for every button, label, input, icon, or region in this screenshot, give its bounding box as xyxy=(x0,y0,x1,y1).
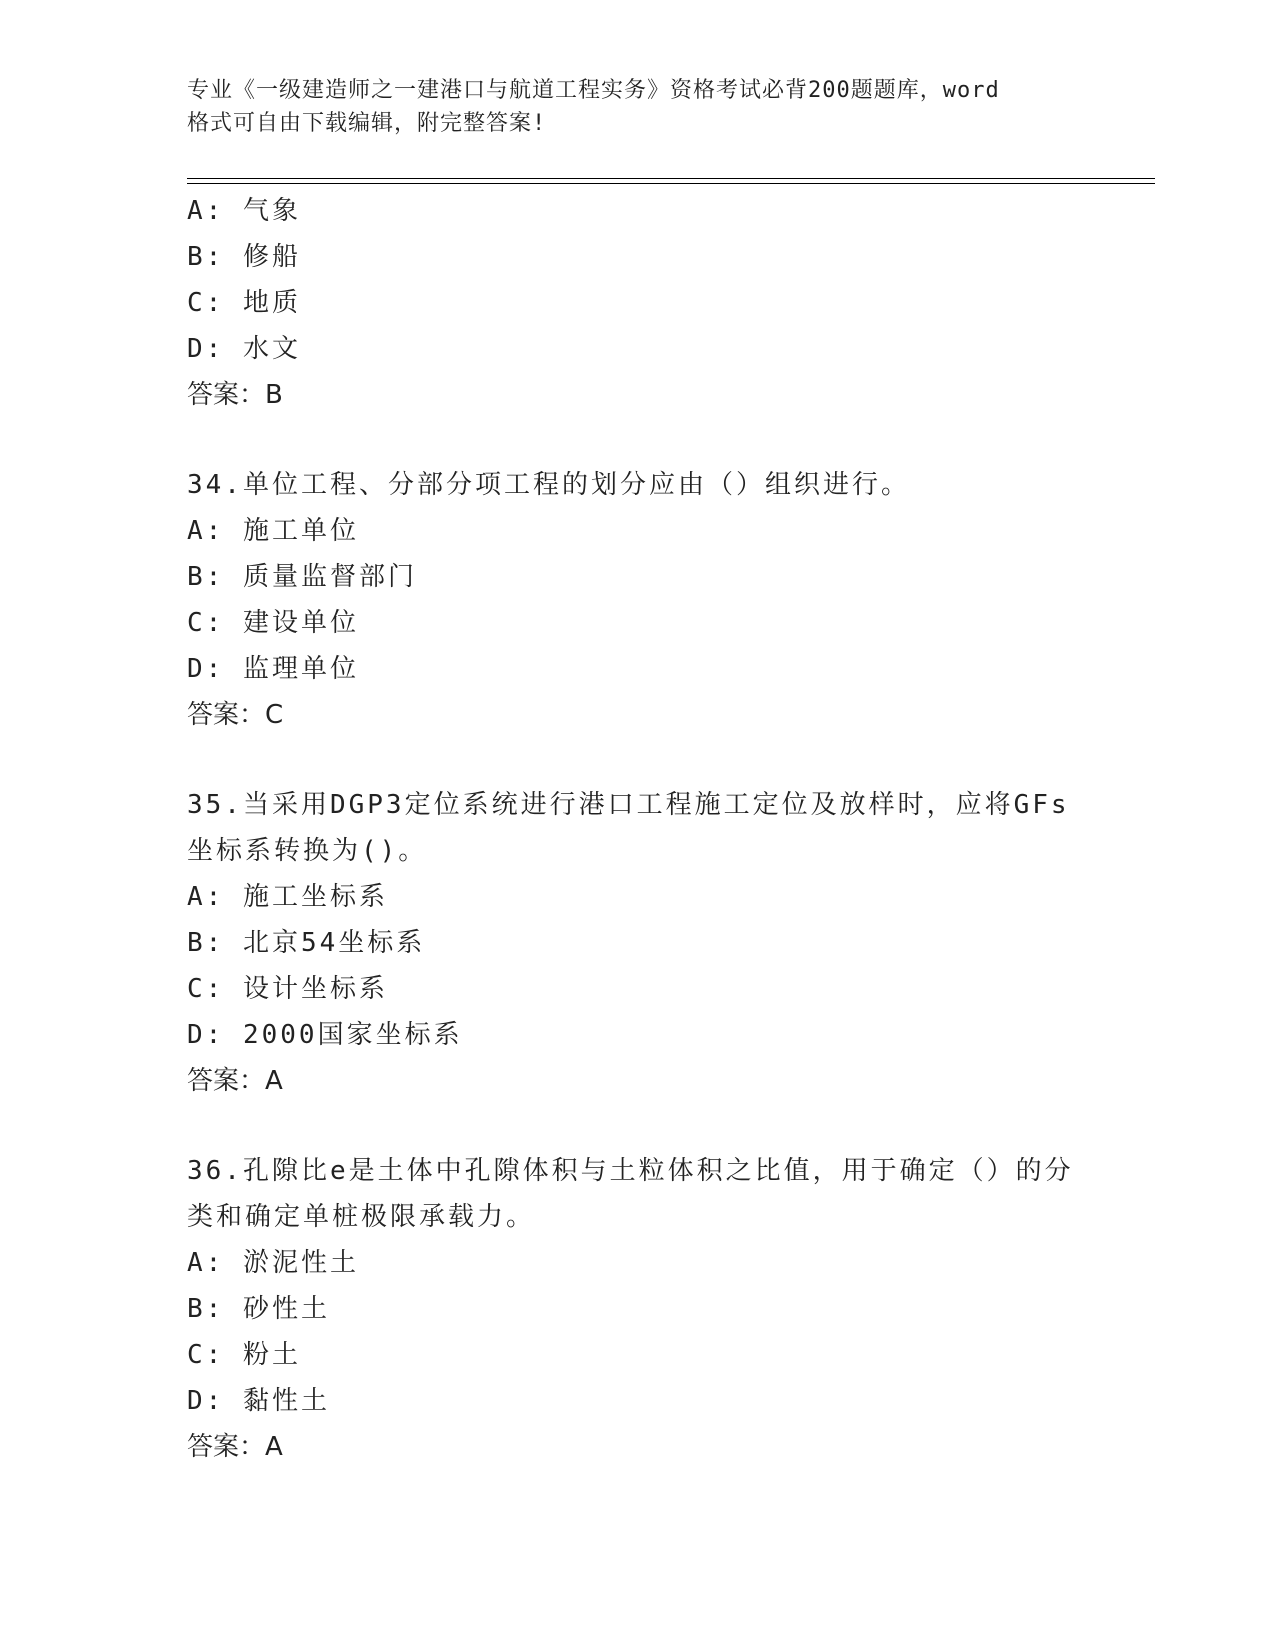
question-stem-continued: 类和确定单桩极限承载力。 xyxy=(187,1202,536,1232)
question-34 xyxy=(187,462,1087,738)
option-d: D: 黏性土 xyxy=(187,1386,330,1416)
option-c: C: 粉土 xyxy=(187,1340,301,1370)
answer: 答案：A xyxy=(187,1066,283,1096)
option-c: C: 设计坐标系 xyxy=(187,974,388,1004)
answer: 答案：B xyxy=(187,380,283,410)
option-a: A: 气象 xyxy=(187,196,301,226)
option-c: C: 建设单位 xyxy=(187,608,359,638)
question-35 xyxy=(187,782,1087,1104)
option-d: D: 2000国家坐标系 xyxy=(187,1020,463,1050)
option-b: B: 修船 xyxy=(187,242,301,272)
question-stem: 36.孔隙比e是土体中孔隙体积与土粒体积之比值，用于确定（）的分 xyxy=(187,1156,1074,1186)
spacer xyxy=(187,1104,1087,1148)
option-b: B: 砂性土 xyxy=(187,1294,330,1324)
answer: 答案：C xyxy=(187,700,284,730)
option-b: B: 北京54坐标系 xyxy=(187,928,426,958)
question-36 xyxy=(187,1148,1087,1470)
option-b: B: 质量监督部门 xyxy=(187,562,417,592)
document-header xyxy=(187,74,1067,140)
question-stem: 35.当采用DGP3定位系统进行港口工程施工定位及放样时，应将GFs xyxy=(187,790,1070,820)
question-stem: 34.单位工程、分部分项工程的划分应由（）组织进行。 xyxy=(187,470,910,500)
spacer xyxy=(187,738,1087,782)
header-line-2: 格式可自由下载编辑，附完整答案! xyxy=(187,111,547,136)
answer: 答案：A xyxy=(187,1432,283,1462)
option-d: D: 监理单位 xyxy=(187,654,359,684)
option-a: A: 施工单位 xyxy=(187,516,359,546)
question-list xyxy=(187,188,1087,1470)
header-divider-top xyxy=(187,178,1155,179)
header-line-1: 专业《一级建造师之一建港口与航道工程实务》资格考试必背200题题库，word xyxy=(187,78,1000,103)
question-stem-continued: 坐标系转换为()。 xyxy=(187,836,428,866)
option-a: A: 淤泥性土 xyxy=(187,1248,359,1278)
option-d: D: 水文 xyxy=(187,334,301,364)
header-divider-bottom xyxy=(187,183,1155,184)
option-a: A: 施工坐标系 xyxy=(187,882,388,912)
question-33 xyxy=(187,188,1087,418)
option-c: C: 地质 xyxy=(187,288,301,318)
spacer xyxy=(187,418,1087,462)
